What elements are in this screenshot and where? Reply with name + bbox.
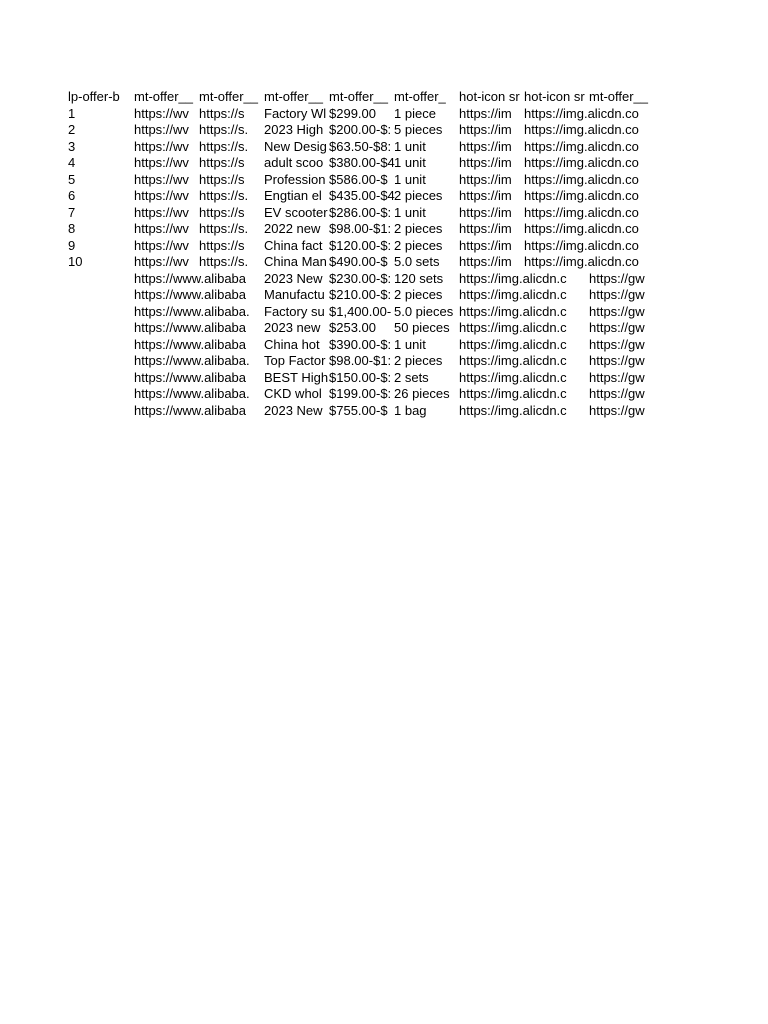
table-cell[interactable]: https://img.alicdn.c <box>459 270 567 286</box>
table-cell[interactable]: $120.00-$: <box>329 237 392 253</box>
table-cell[interactable]: Profession <box>264 171 326 187</box>
table-cell[interactable]: https://im <box>459 155 512 170</box>
table-cell[interactable]: https://im <box>459 122 512 137</box>
table-row <box>68 172 655 189</box>
table-cell[interactable]: https://www.alibaba <box>134 270 247 286</box>
table-cell[interactable]: $390.00-$: <box>329 336 392 352</box>
table-row <box>68 320 655 337</box>
table-cell[interactable]: Engtian el <box>264 188 322 203</box>
table-cell[interactable]: $199.00-$: <box>329 386 392 401</box>
table-cell[interactable]: https://www.alibaba. <box>134 386 250 401</box>
table-cell[interactable]: https://wv <box>134 105 189 121</box>
table-row <box>68 139 655 156</box>
table-cell[interactable]: https://s. <box>199 122 249 137</box>
table-cell[interactable]: $755.00-$ <box>329 402 388 418</box>
table-cell[interactable] <box>68 304 134 321</box>
table-cell[interactable]: 2 <box>68 122 76 137</box>
table-cell[interactable] <box>68 320 134 337</box>
header-cell[interactable]: mt-offer__ <box>264 89 324 104</box>
table-cell[interactable]: 9 <box>68 237 76 253</box>
table-cell[interactable]: https://im <box>459 138 512 154</box>
table-cell[interactable]: 10 <box>68 254 83 269</box>
table-cell[interactable]: $150.00-$: <box>329 369 392 385</box>
table-cell[interactable]: $286.00-$: <box>329 204 392 220</box>
table-cell[interactable]: https://gw <box>589 402 645 418</box>
table-cell[interactable]: 2023 High <box>264 122 324 137</box>
table-cell[interactable]: https://img.alicdn.c <box>459 287 567 302</box>
table-cell[interactable]: 26 pieces <box>394 386 450 401</box>
table-cell[interactable]: https://img.alicdn.co <box>524 105 639 121</box>
table-row <box>68 155 655 172</box>
table-cell[interactable]: 2 pieces <box>394 287 443 302</box>
table-cell[interactable]: $380.00-$4 <box>329 155 395 170</box>
table-cell[interactable]: Manufactu <box>264 287 325 302</box>
table-cell[interactable]: https://im <box>459 204 512 220</box>
table-cell[interactable]: 50 pieces <box>394 320 450 335</box>
table-cell[interactable]: $200.00-$: <box>329 122 392 137</box>
table-cell[interactable]: https://gw <box>589 303 645 319</box>
table-cell[interactable] <box>589 238 655 255</box>
table-cell[interactable]: https://www.alibaba <box>134 336 247 352</box>
table-cell[interactable] <box>68 287 134 304</box>
table-cell[interactable]: https://www.alibaba <box>134 369 247 385</box>
table-cell[interactable]: https://www.alibaba <box>134 287 247 302</box>
table-cell[interactable]: 2023 New <box>264 402 323 418</box>
table-cell[interactable]: https://img.alicdn.c <box>459 320 567 335</box>
table-cell[interactable]: https://s <box>199 171 245 187</box>
table-cell[interactable] <box>68 386 134 403</box>
table-cell[interactable] <box>589 188 655 205</box>
table-row <box>68 188 655 205</box>
table-cell[interactable]: https://www.alibaba. <box>134 303 250 319</box>
table-cell[interactable]: Factory Wl <box>264 105 327 121</box>
table-cell[interactable]: China hot <box>264 336 320 352</box>
table-cell[interactable] <box>589 155 655 172</box>
header-cell[interactable]: mt-offer__ <box>134 89 194 104</box>
table-cell[interactable]: https://wv <box>134 155 189 170</box>
table-cell[interactable]: https://img.alicdn.co <box>524 237 639 253</box>
table-cell[interactable]: https://www.alibaba <box>134 320 247 335</box>
table-cell[interactable] <box>589 122 655 139</box>
table-cell[interactable]: https://im <box>459 221 512 236</box>
table-cell[interactable]: https://img.alicdn.c <box>459 353 567 368</box>
table-cell[interactable]: $435.00-$4 <box>329 188 395 203</box>
table-cell[interactable]: 1 <box>68 105 76 121</box>
table-cell[interactable]: 2 pieces <box>394 237 443 253</box>
table-cell[interactable]: 1 unit <box>394 204 426 220</box>
table-cell[interactable]: https://img.alicdn.c <box>459 402 567 418</box>
table-row <box>68 287 655 304</box>
table-cell[interactable]: 2022 new <box>264 221 321 236</box>
table-cell[interactable]: https://im <box>459 237 512 253</box>
table-cell[interactable]: https://img.alicdn.co <box>524 155 639 170</box>
table-cell[interactable]: https://s. <box>199 254 249 269</box>
table-row <box>68 353 655 370</box>
table-cell[interactable]: https://wv <box>134 221 189 236</box>
table-cell[interactable] <box>589 139 655 156</box>
header-cell[interactable]: mt-offer__ <box>199 89 259 104</box>
table-cell[interactable]: https://wv <box>134 171 189 187</box>
table-cell[interactable] <box>68 337 134 354</box>
table-cell[interactable]: 8 <box>68 221 76 236</box>
table-cell[interactable]: 2 pieces <box>394 188 443 203</box>
table-cell[interactable]: https://s <box>199 105 245 121</box>
table-cell[interactable] <box>589 205 655 222</box>
table-row <box>68 122 655 139</box>
table-cell[interactable]: 1 unit <box>394 155 426 170</box>
table-cell[interactable]: 5 <box>68 171 76 187</box>
table-cell[interactable]: Top Factor <box>264 353 326 368</box>
header-cell[interactable]: hot-icon sr <box>459 89 520 104</box>
table-cell[interactable] <box>589 221 655 238</box>
table-cell[interactable]: China fact <box>264 237 323 253</box>
table-cell[interactable]: https://img.alicdn.c <box>459 369 567 385</box>
table-cell[interactable]: https://gw <box>589 353 645 368</box>
table-cell[interactable]: 3 <box>68 138 76 154</box>
table-cell[interactable]: https://img.alicdn.co <box>524 122 639 137</box>
table-cell[interactable]: 5.0 sets <box>394 254 440 269</box>
table-cell[interactable]: https://im <box>459 171 512 187</box>
table-cell[interactable]: https://img.alicdn.co <box>524 254 639 269</box>
table-cell[interactable]: https://wv <box>134 138 189 154</box>
header-cell[interactable]: lp-offer-b <box>68 89 120 104</box>
spreadsheet <box>68 89 655 419</box>
table-cell[interactable]: 5 pieces <box>394 122 443 137</box>
table-cell[interactable]: $490.00-$ <box>329 254 388 269</box>
table-cell[interactable]: $586.00-$ <box>329 171 388 187</box>
table-cell[interactable]: $1,400.00- <box>329 303 392 319</box>
table-cell[interactable]: https://img.alicdn.c <box>459 386 567 401</box>
table-cell[interactable]: $63.50-$8: <box>329 138 392 154</box>
table-row <box>68 221 655 238</box>
table-cell[interactable]: 2 pieces <box>394 353 443 368</box>
table-cell[interactable]: https://wv <box>134 204 189 220</box>
table-cell[interactable]: 2023 new <box>264 320 321 335</box>
table-cell[interactable]: https://im <box>459 105 512 121</box>
table-row <box>68 238 655 255</box>
table-cell[interactable]: 6 <box>68 188 76 203</box>
table-row <box>68 337 655 354</box>
table-cell[interactable]: New Desig <box>264 138 327 154</box>
table-cell[interactable]: https://gw <box>589 320 645 335</box>
table-cell[interactable]: $210.00-$: <box>329 287 392 302</box>
table-cell[interactable] <box>68 370 134 387</box>
table-cell[interactable]: https://s. <box>199 138 249 154</box>
table-cell[interactable]: 1 bag <box>394 402 427 418</box>
table-cell[interactable]: https://gw <box>589 369 645 385</box>
table-cell[interactable] <box>589 254 655 271</box>
table-cell[interactable]: China Man <box>264 254 327 269</box>
header-cell[interactable]: mt-offer__ <box>589 89 649 104</box>
table-cell[interactable]: https://gw <box>589 270 645 286</box>
table-cell[interactable]: https://www.alibaba <box>134 402 247 418</box>
table-cell[interactable] <box>589 106 655 123</box>
table-cell[interactable]: https://s. <box>199 221 249 236</box>
table-cell[interactable]: https://img.alicdn.co <box>524 171 639 187</box>
header-cell[interactable]: mt-offer_ <box>394 89 446 104</box>
table-row <box>68 386 655 403</box>
table-cell[interactable]: $98.00-$1: <box>329 353 392 368</box>
table-cell[interactable]: 1 unit <box>394 336 426 352</box>
table-cell[interactable]: BEST High <box>264 369 329 385</box>
table-row <box>68 304 655 321</box>
table-cell[interactable]: https://img.alicdn.co <box>524 204 639 220</box>
table-cell[interactable]: 2 sets <box>394 369 429 385</box>
table-cell[interactable]: 2023 New <box>264 270 323 286</box>
table-cell[interactable]: https://wv <box>134 188 189 203</box>
header-cell[interactable]: mt-offer__ <box>329 89 389 104</box>
table-cell[interactable] <box>68 271 134 288</box>
table-cell[interactable]: $98.00-$1: <box>329 221 392 236</box>
header-row <box>68 89 655 106</box>
table-cell[interactable]: https://gw <box>589 287 645 302</box>
table-cell[interactable]: 4 <box>68 155 76 170</box>
table-cell[interactable]: https://s <box>199 237 245 253</box>
table-cell[interactable]: EV scooter <box>264 204 328 220</box>
table-cell[interactable]: $299.00 <box>329 105 376 121</box>
table-cell[interactable]: $230.00-$: <box>329 270 392 286</box>
table-row <box>68 106 655 123</box>
table-cell[interactable]: https://wv <box>134 237 189 253</box>
table-cell[interactable]: https://im <box>459 254 512 269</box>
table-cell[interactable]: https://wv <box>134 254 189 269</box>
table-cell[interactable]: https://gw <box>589 386 645 401</box>
table-cell[interactable]: 1 unit <box>394 171 426 187</box>
table-cell[interactable]: 7 <box>68 204 76 220</box>
table-cell[interactable]: https://im <box>459 188 512 203</box>
table-cell[interactable]: adult scoo <box>264 155 324 170</box>
table-cell[interactable]: 5.0 pieces <box>394 303 454 319</box>
table-cell[interactable] <box>68 353 134 370</box>
table-cell[interactable]: https://wv <box>134 122 189 137</box>
table-cell[interactable]: https://img.alicdn.co <box>524 221 639 236</box>
table-cell[interactable]: https://gw <box>589 336 645 352</box>
table-cell[interactable]: $253.00 <box>329 320 376 335</box>
table-cell[interactable]: https://img.alicdn.c <box>459 336 567 352</box>
table-row <box>68 254 655 271</box>
table-row <box>68 370 655 387</box>
table-cell[interactable]: 2 pieces <box>394 221 443 236</box>
table-cell[interactable]: https://img.alicdn.co <box>524 188 639 203</box>
table-row <box>68 205 655 222</box>
header-cell[interactable]: hot-icon sr <box>524 89 585 104</box>
table-cell[interactable] <box>589 172 655 189</box>
table-cell[interactable]: 1 piece <box>394 105 436 121</box>
table-row <box>68 271 655 288</box>
table-cell[interactable]: https://s <box>199 204 245 220</box>
table-cell[interactable]: CKD whol <box>264 386 322 401</box>
table-cell[interactable]: https://img.alicdn.co <box>524 138 639 154</box>
table-cell[interactable] <box>68 403 134 420</box>
table-cell[interactable]: https://www.alibaba. <box>134 353 250 368</box>
table-cell[interactable]: Factory su <box>264 303 325 319</box>
table-cell[interactable]: https://img.alicdn.c <box>459 303 567 319</box>
table-cell[interactable]: https://s. <box>199 188 249 203</box>
table-cell[interactable]: 120 sets <box>394 270 444 286</box>
table-row <box>68 403 655 420</box>
table-cell[interactable]: https://s <box>199 155 245 170</box>
table-cell[interactable]: 1 unit <box>394 138 426 154</box>
